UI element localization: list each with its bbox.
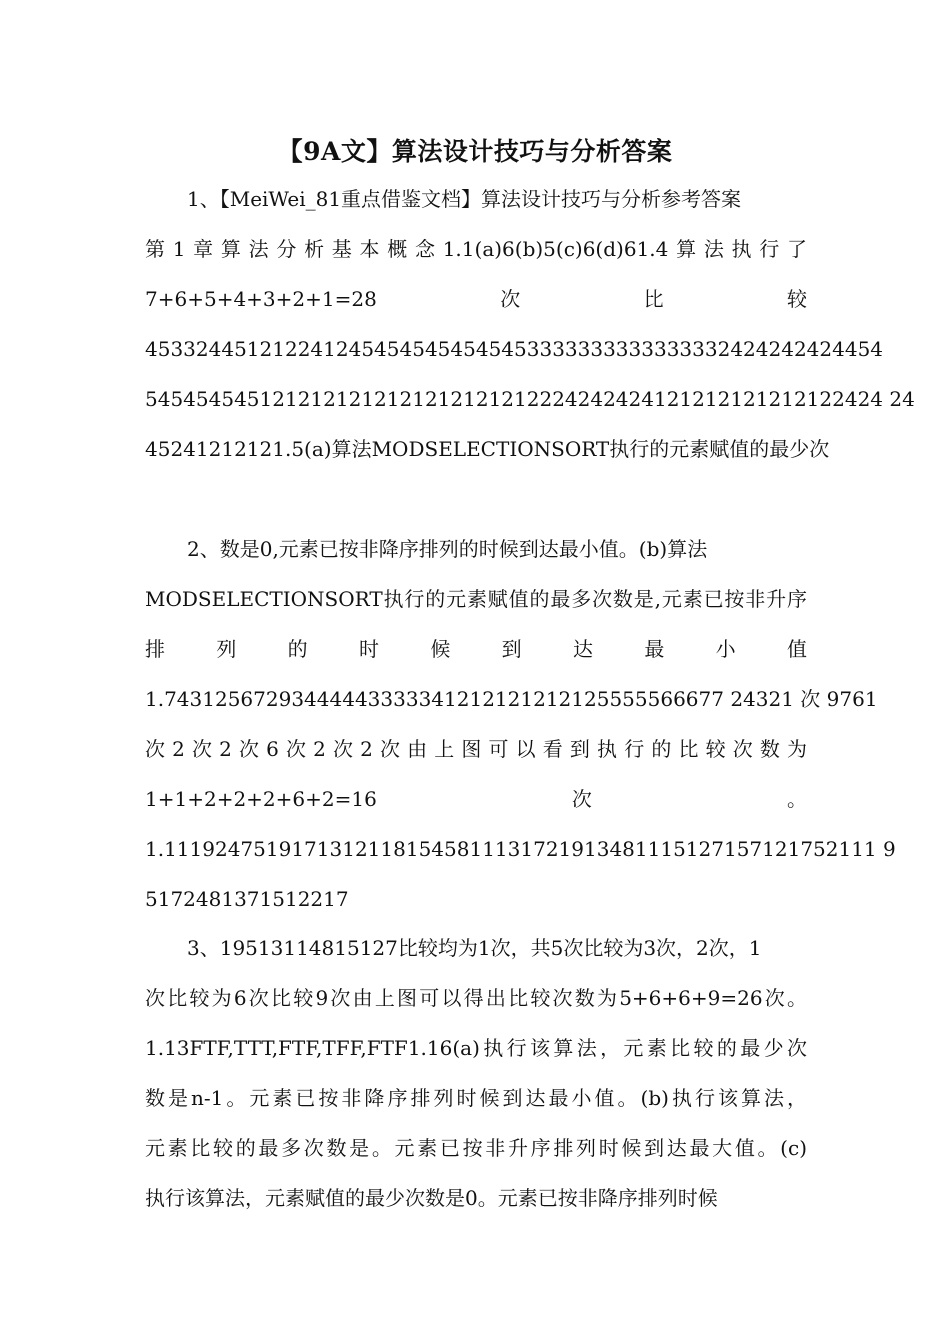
paragraph-2 [145, 524, 896, 924]
paragraph-line: 1+1+2+2+2+6+2=16 次 。 [145, 787, 807, 811]
paragraph-3 [145, 923, 807, 1223]
paragraph-line: 2、数是0,元素已按非降序排列的时候到达最小值。(b)算法 [187, 537, 708, 561]
paragraph-line: 5172481371512217 [145, 887, 349, 911]
paragraph-line: 7+6+5+4+3+2+1=28 次 比 较 [145, 287, 807, 311]
paragraph-line: 元素比较的最多次数是。元素已按非升序排列时候到达最大值。(c) [145, 1136, 807, 1160]
paragraph-line: 数是n-1。元素已按非降序排列时候到达最小值。(b)执行该算法， [145, 1086, 807, 1110]
paragraph-line: 45241212121.5(a)算法MODSELECTIONSORT执行的元素赋值的最少次 [145, 437, 830, 461]
paragraph-line: 次比较为6次比较9次由上图可以得出比较次数为5+6+6+9=26次。 [145, 986, 807, 1010]
paragraph-line: 4533244512122412454545454545453333333333333332424242424454 [145, 337, 884, 361]
paragraph-line: 次2次2次6次2次2次由上图可以看到执行的比较次数为 [145, 737, 807, 761]
paragraph-line: 第1章算法分析基本概念1.1(a)6(b)5(c)6(d)61.4算法执行了 [145, 237, 807, 261]
paragraph-line: 5454545451212121212121212121212224242424121212121212122424 24 [145, 387, 915, 411]
paragraph-line: 1、【MeiWei_81重点借鉴文档】算法设计技巧与分析参考答案 [187, 187, 742, 211]
paragraph-line: 1.11192475191713121181545811131721913481115127157121752111 9 [145, 837, 896, 861]
paragraph-line: 执行该算法，元素赋值的最少次数是0。元素已按非降序排列时候 [145, 1186, 718, 1210]
paragraph-1 [145, 174, 915, 474]
document-title: 【9A文】算法设计技巧与分析答案 [277, 137, 673, 166]
paragraph-line: 1.13FTF,TTT,FTF,TFF,FTF1.16(a)执行该算法，元素比较的最少次 [145, 1036, 807, 1060]
paragraph-line: 排 列 的 时 候 到 达 最 小 值 [145, 637, 807, 661]
paragraph-line: MODSELECTIONSORT执行的元素赋值的最多次数是,元素已按非升序 [145, 587, 807, 611]
paragraph-line: 3、19513114815127比较均为1次，共5次比较为3次，2次，1 [187, 936, 762, 960]
paragraph-line: 1.74312567293444443333341212121212125555566677 24321 次 9761 [145, 687, 878, 711]
